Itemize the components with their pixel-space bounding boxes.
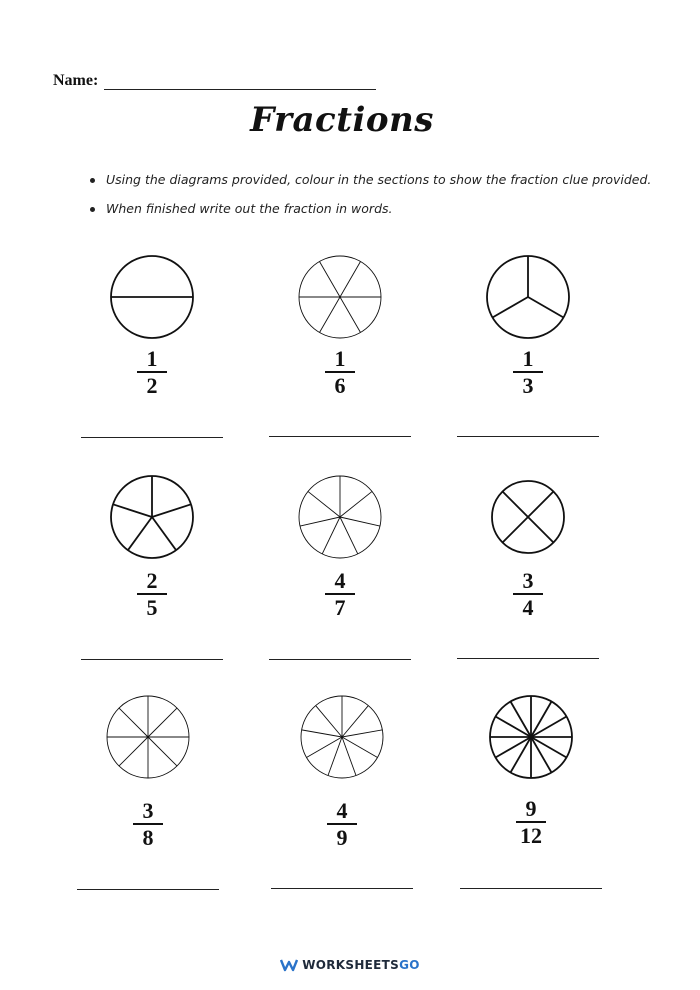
fraction-circle-icon[interactable] [486,692,576,782]
section-divider [316,706,342,737]
answer-line[interactable] [269,436,411,437]
fraction-numerator: 4 [334,568,346,593]
fraction-circle-icon[interactable] [103,692,193,782]
section-divider [306,737,342,758]
instruction-item: When finished write out the fraction in words. [88,201,651,216]
section-divider [308,491,340,517]
fraction-denominator: 2 [146,373,158,398]
answer-line[interactable] [81,659,223,660]
worksheet-title: Fractions [250,100,434,140]
instructions-list [88,172,651,230]
section-divider [152,504,191,517]
section-divider [300,517,340,526]
fraction-label [327,800,357,849]
fraction-denominator: 9 [336,825,348,850]
section-divider [528,492,553,517]
fraction-numerator: 4 [336,798,348,823]
section-divider [340,491,372,517]
section-divider [322,517,340,554]
fraction-label [513,348,543,397]
section-divider [119,708,148,737]
fraction-numerator: 1 [522,346,534,371]
fraction-numerator: 9 [525,796,537,821]
section-divider [340,261,361,297]
fraction-denominator: 4 [522,595,534,620]
name-input-line[interactable] [104,75,376,90]
fraction-denominator: 8 [142,825,154,850]
section-divider [340,517,358,554]
section-divider [302,730,342,737]
fraction-label [513,570,543,619]
fraction-denominator: 3 [522,373,534,398]
section-divider [119,737,148,766]
fraction-circle-icon[interactable] [107,252,197,342]
answer-line[interactable] [457,436,599,437]
section-divider [128,517,152,550]
fraction-label [137,348,167,397]
fraction-numerator: 3 [522,568,534,593]
section-divider [113,504,152,517]
fraction-label [325,348,355,397]
section-divider [340,517,380,526]
section-divider [320,297,341,333]
section-divider [492,297,528,318]
fraction-circle-icon[interactable] [107,472,197,562]
fraction-denominator: 7 [334,595,346,620]
section-divider [528,297,564,318]
fraction-numerator: 1 [334,346,346,371]
fraction-numerator: 1 [146,346,158,371]
fraction-numerator: 3 [142,798,154,823]
footer-brand [0,958,700,972]
fraction-denominator: 6 [334,373,346,398]
answer-line[interactable] [77,889,219,890]
brand-name: WORKSHEETS [302,958,400,972]
name-label: Name: [53,72,99,89]
fraction-numerator: 2 [146,568,158,593]
answer-line[interactable] [457,658,599,659]
section-divider [342,737,378,758]
fraction-circle-icon[interactable] [295,472,385,562]
section-divider [152,517,176,550]
w-logo-icon [280,958,298,972]
fraction-label [516,798,546,847]
answer-line[interactable] [460,888,602,889]
section-divider [148,737,177,766]
section-divider [528,517,553,542]
answer-line[interactable] [81,437,223,438]
section-divider [320,261,341,297]
fraction-denominator: 12 [520,823,542,848]
fraction-denominator: 5 [146,595,158,620]
answer-line[interactable] [271,888,413,889]
section-divider [503,492,528,517]
fraction-circle-icon[interactable] [297,692,387,782]
fraction-label [133,800,163,849]
fraction-circle-icon[interactable] [295,252,385,342]
section-divider [342,737,356,776]
fraction-label [137,570,167,619]
name-row [53,72,376,90]
section-divider [148,708,177,737]
answer-line[interactable] [269,659,411,660]
section-divider [342,706,368,737]
section-divider [342,730,382,737]
section-divider [340,297,361,333]
fraction-circle-icon[interactable] [483,252,573,342]
section-divider [328,737,342,776]
fraction-circle-icon[interactable] [483,472,573,562]
brand-accent: GO [399,958,420,972]
fraction-label [325,570,355,619]
instruction-item: Using the diagrams provided, colour in the sections to show the fraction clue provided. [88,172,651,187]
section-divider [503,517,528,542]
